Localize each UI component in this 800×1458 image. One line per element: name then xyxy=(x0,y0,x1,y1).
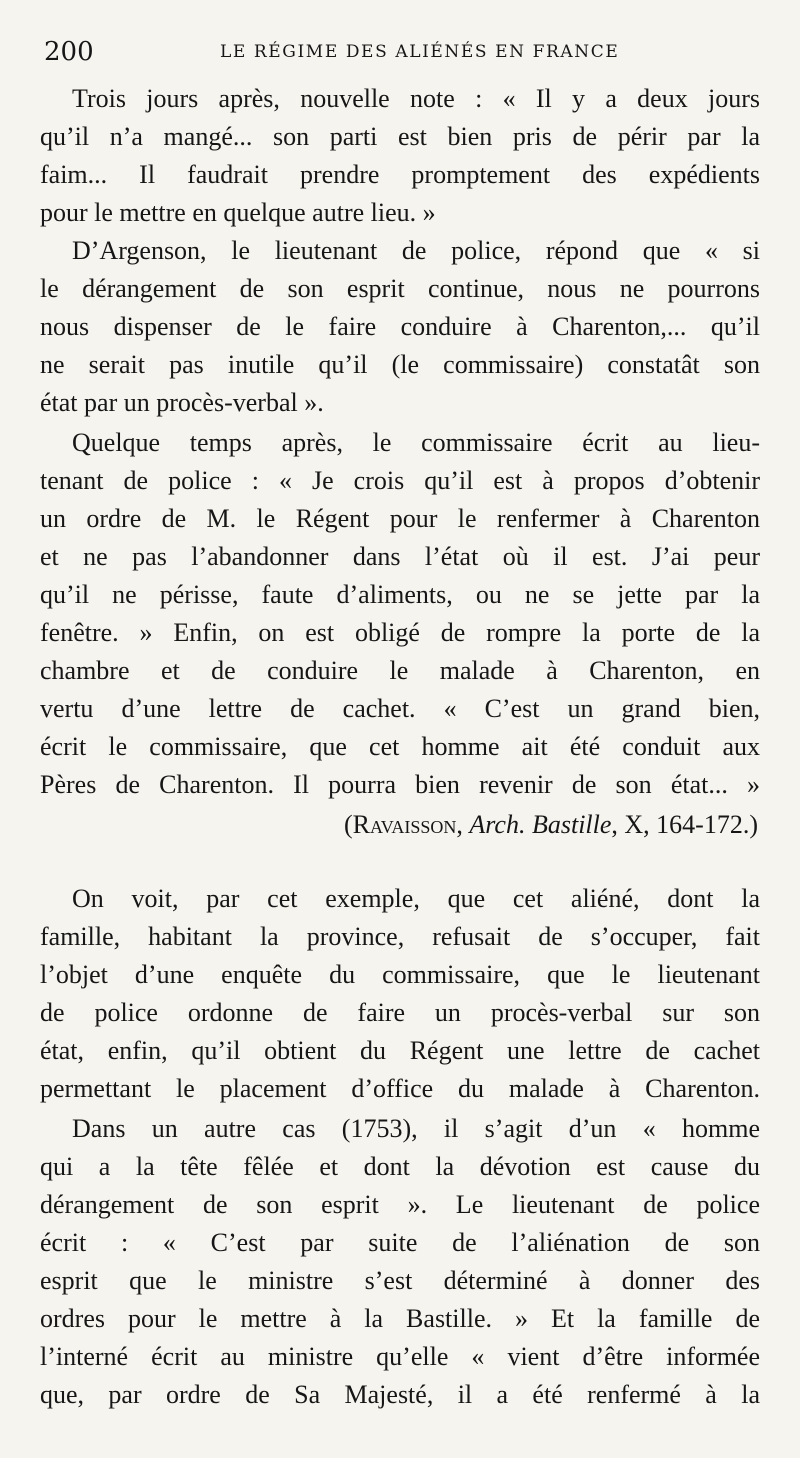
text-line: écrit : « C’est par suite de l’aliénation de son xyxy=(40,1228,760,1257)
text-line: Trois jours après, nouvelle note : « Il y a deux jours xyxy=(72,84,760,113)
text-line: de police ordonne de faire un procès-verbal sur son xyxy=(40,998,760,1027)
running-title: LE RÉGIME DES ALIÉNÉS EN FRANCE xyxy=(220,42,620,62)
text-line: un ordre de M. le Régent pour le renfermer à Charenton xyxy=(40,504,760,533)
citation-separator: , xyxy=(456,810,470,839)
citation-author: Ravaisson xyxy=(352,810,457,839)
text-line: état par un procès-verbal ». xyxy=(40,388,324,417)
text-line: dérangement de son esprit ». Le lieutenant de police xyxy=(40,1190,760,1219)
text-line: l’objet d’une enquête du commissaire, que le lieutenant xyxy=(40,960,760,989)
text-line: qu’il ne périsse, faute d’aliments, ou ne se jette par la xyxy=(40,580,760,609)
text-line: qui a la tête fêlée et dont la dévotion est cause du xyxy=(40,1152,760,1181)
citation-work: Arch. Bastille xyxy=(469,810,612,839)
text-line: permettant le placement d’office du malade à Charenton. xyxy=(40,1074,760,1103)
text-line: écrit le commissaire, que cet homme ait été conduit aux xyxy=(40,732,760,761)
text-line: esprit que le ministre s’est déterminé à donner des xyxy=(40,1266,760,1295)
text-line: fenêtre. » Enfin, on est obligé de rompre la porte de la xyxy=(40,618,760,647)
text-line: Quelque temps après, le commissaire écrit au lieu- xyxy=(72,428,760,457)
text-line: Dans un autre cas (1753), il s’agit d’un « homme xyxy=(72,1114,760,1143)
citation-open: ( xyxy=(344,810,353,839)
text-line: vertu d’une lettre de cachet. « C’est un grand bien, xyxy=(40,694,760,723)
citation-rest: , X, 164-172.) xyxy=(611,810,758,839)
text-line: D’Argenson, le lieutenant de police, répond que « si xyxy=(72,236,760,265)
citation xyxy=(40,808,758,842)
text-line: Pères de Charenton. Il pourra bien revenir de son état... » xyxy=(40,770,760,799)
text-line: chambre et de conduire le malade à Charenton, en xyxy=(40,656,760,685)
text-line: état, enfin, qu’il obtient du Régent une lettre de cachet xyxy=(40,1036,760,1065)
text-line: nous dispenser de le faire conduire à Charenton,... qu’il xyxy=(40,312,760,341)
text-line: qu’il n’a mangé... son parti est bien pris de périr par la xyxy=(40,122,760,151)
text-line: On voit, par cet exemple, que cet aliéné, dont la xyxy=(72,884,760,913)
text-line: ne serait pas inutile qu’il (le commissaire) constatât son xyxy=(40,350,760,379)
text-line: faim... Il faudrait prendre promptement des expédients xyxy=(40,160,760,189)
page-number: 200 xyxy=(44,37,94,67)
text-line: famille, habitant la province, refusait de s’occuper, fait xyxy=(40,922,760,951)
text-line: tenant de police : « Je crois qu’il est à propos d’obtenir xyxy=(40,466,760,495)
text-line: pour le mettre en quelque autre lieu. » xyxy=(40,198,436,227)
text-line: que, par ordre de Sa Majesté, il a été renfermé à la xyxy=(40,1380,760,1409)
text-line: le dérangement de son esprit continue, nous ne pourrons xyxy=(40,274,760,303)
text-line: l’interné écrit au ministre qu’elle « vient d’être informée xyxy=(40,1342,760,1371)
text-line: ordres pour le mettre à la Bastille. » Et la famille de xyxy=(40,1304,760,1333)
page-header xyxy=(44,34,764,74)
text-line: et ne pas l’abandonner dans l’état où il est. J’ai peur xyxy=(40,542,760,571)
